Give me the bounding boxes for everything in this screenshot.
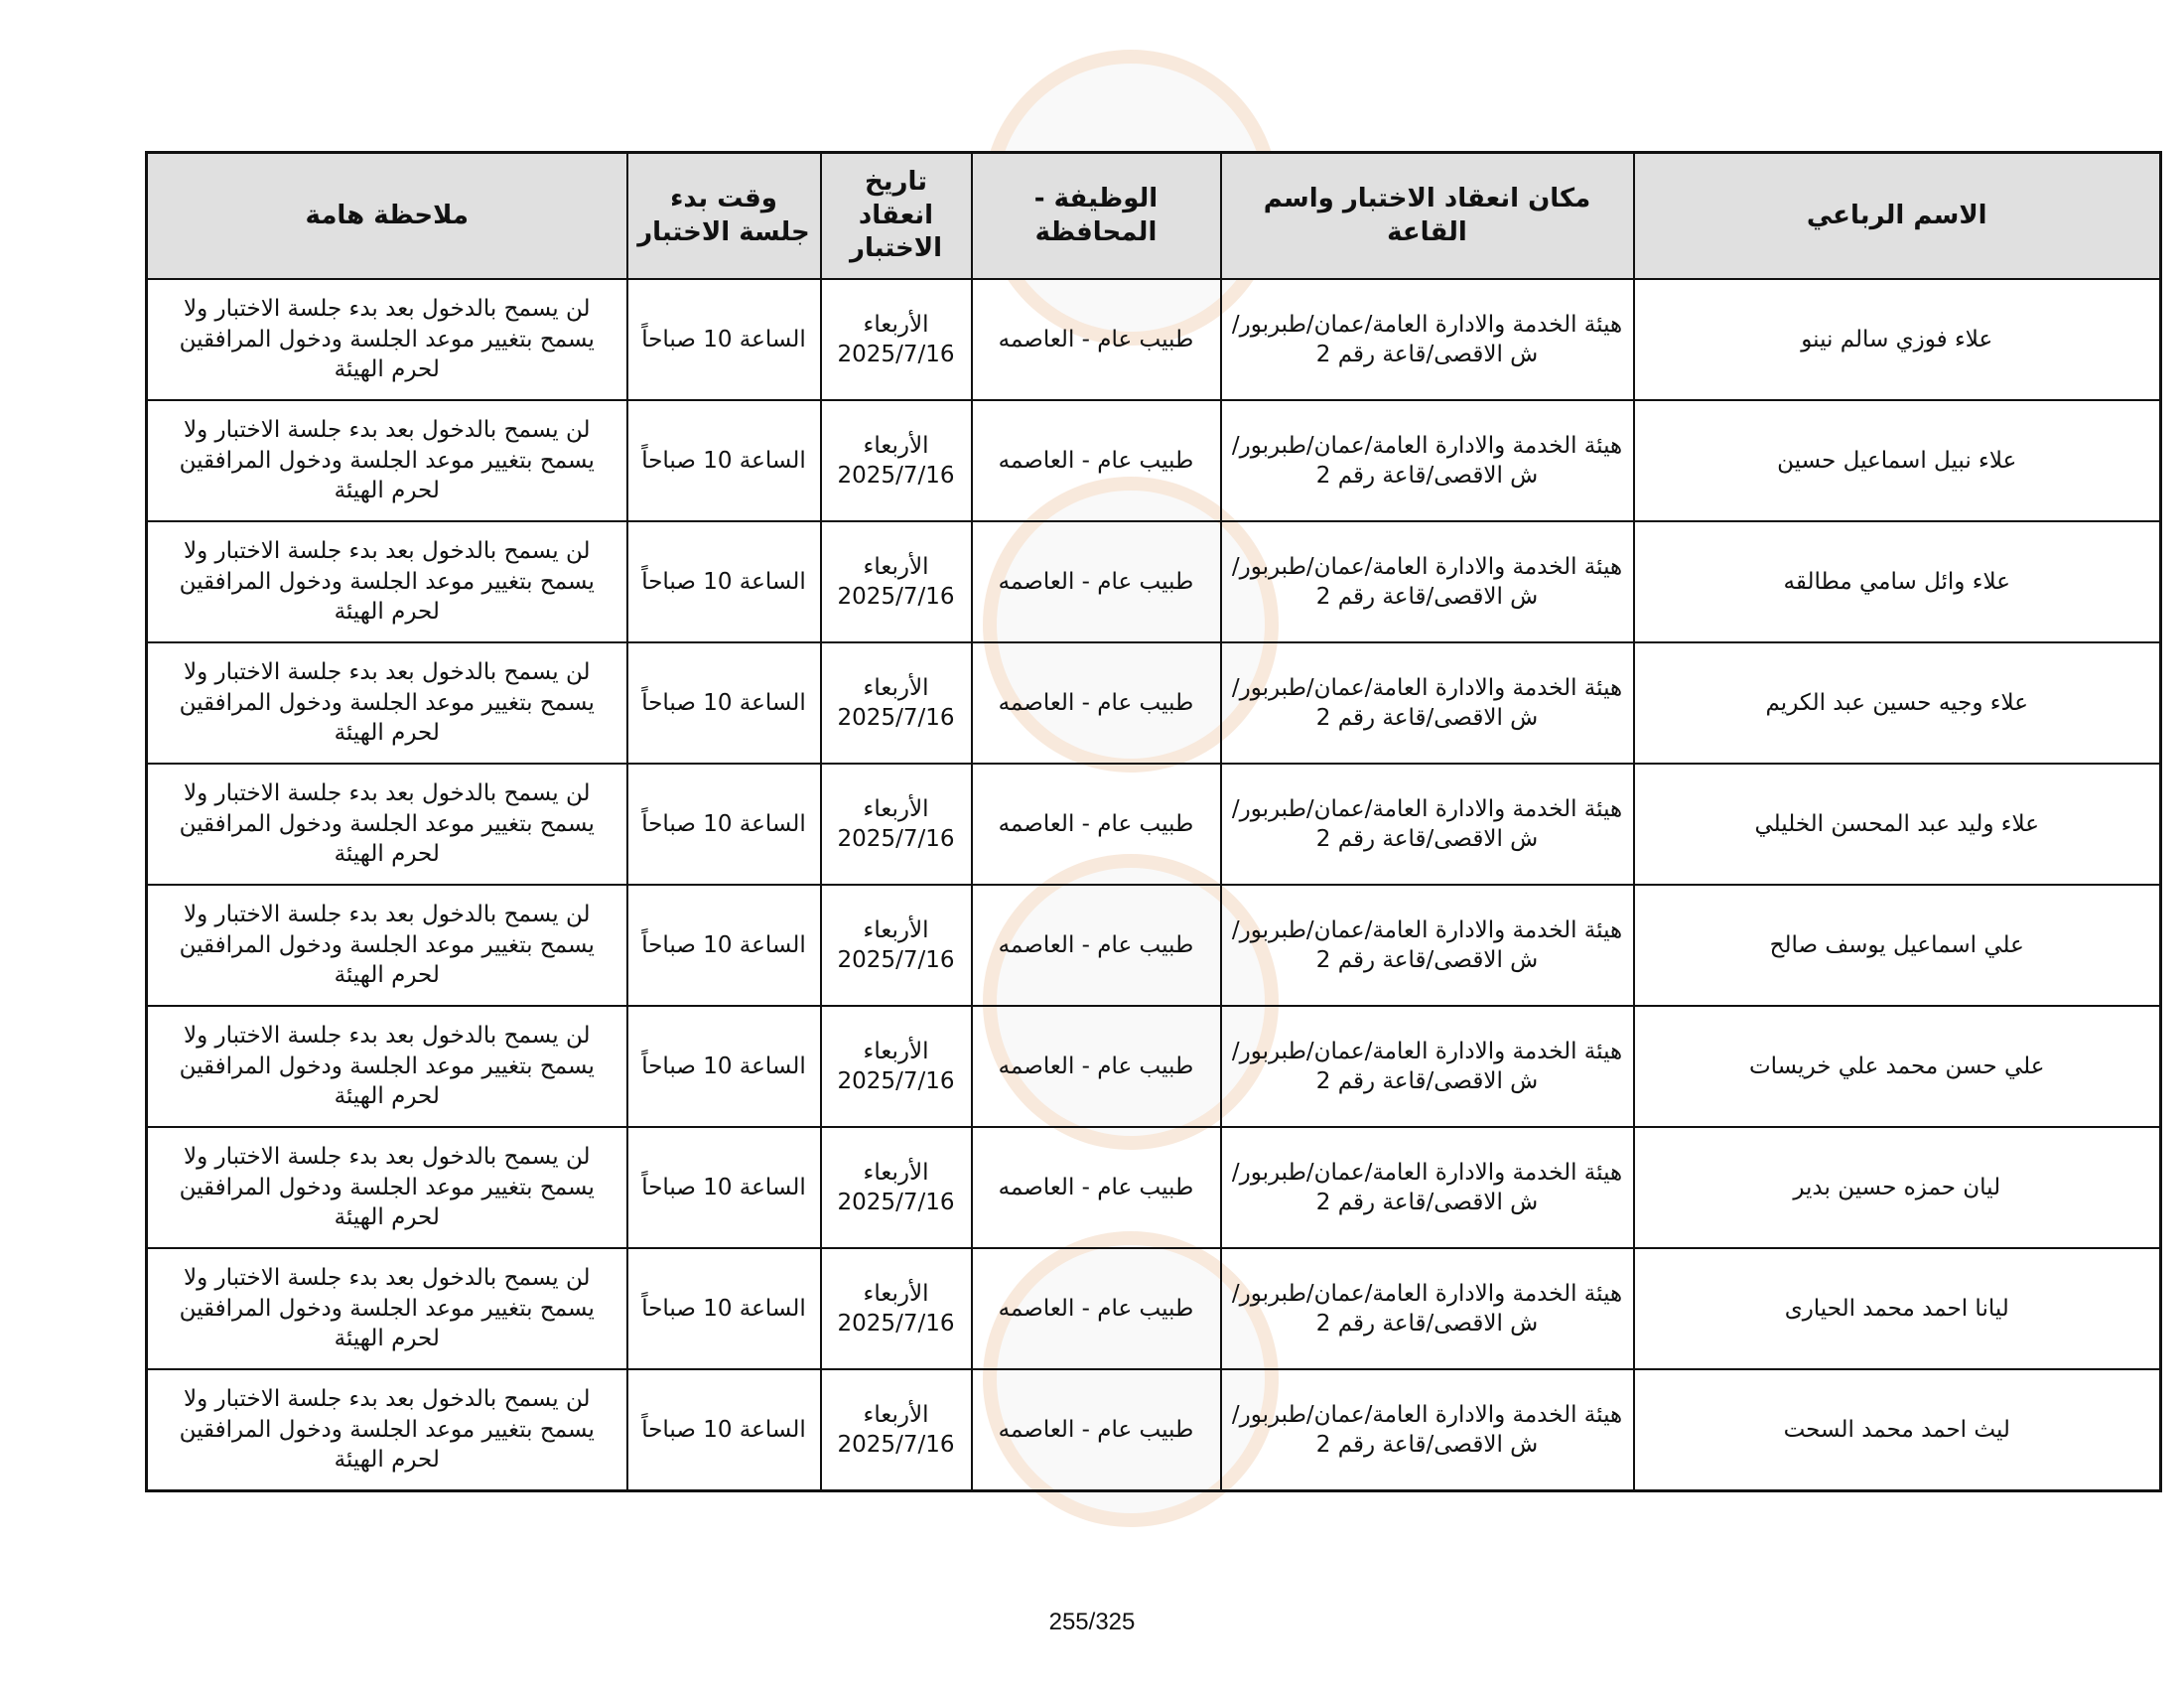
header-job: الوظيفة - المحافظة xyxy=(972,153,1221,280)
cell-time: الساعة 10 صباحاً xyxy=(627,279,821,400)
table-row xyxy=(147,642,2161,764)
cell-name: علاء فوزي سالم نينو xyxy=(1634,279,2161,400)
cell-job: طبيب عام - العاصمه xyxy=(972,1369,1221,1491)
cell-date: الأربعاء 2025/7/16 xyxy=(821,521,972,642)
cell-name: علاء وجيه حسين عبد الكريم xyxy=(1634,642,2161,764)
cell-job: طبيب عام - العاصمه xyxy=(972,521,1221,642)
header-date: تاريخ انعقاد الاختبار xyxy=(821,153,972,280)
cell-job: طبيب عام - العاصمه xyxy=(972,1006,1221,1127)
cell-time: الساعة 10 صباحاً xyxy=(627,642,821,764)
cell-job: طبيب عام - العاصمه xyxy=(972,400,1221,521)
cell-time: الساعة 10 صباحاً xyxy=(627,764,821,885)
cell-place: هيئة الخدمة والادارة العامة/عمان/طبربور/ش الاقصى/قاعة رقم 2 xyxy=(1221,764,1634,885)
cell-name: علاء وليد عبد المحسن الخليلي xyxy=(1634,764,2161,885)
table-row xyxy=(147,1127,2161,1248)
cell-time: الساعة 10 صباحاً xyxy=(627,885,821,1006)
table-row xyxy=(147,521,2161,642)
cell-name: علاء وائل سامي مطالقه xyxy=(1634,521,2161,642)
header-place: مكان انعقاد الاختبار واسم القاعة xyxy=(1221,153,1634,280)
cell-date: الأربعاء 2025/7/16 xyxy=(821,1248,972,1369)
table-row xyxy=(147,1369,2161,1491)
cell-note: لن يسمح بالدخول بعد بدء جلسة الاختبار ولا يسمح بتغيير موعد الجلسة ودخول المرافقين لحرم الهيئة xyxy=(147,521,627,642)
header-note: ملاحظة هامة xyxy=(147,153,627,280)
table-row xyxy=(147,1248,2161,1369)
cell-note: لن يسمح بالدخول بعد بدء جلسة الاختبار ولا يسمح بتغيير موعد الجلسة ودخول المرافقين لحرم الهيئة xyxy=(147,400,627,521)
cell-place: هيئة الخدمة والادارة العامة/عمان/طبربور/ش الاقصى/قاعة رقم 2 xyxy=(1221,400,1634,521)
cell-note: لن يسمح بالدخول بعد بدء جلسة الاختبار ولا يسمح بتغيير موعد الجلسة ودخول المرافقين لحرم الهيئة xyxy=(147,1369,627,1491)
cell-name: ليث احمد محمد السحت xyxy=(1634,1369,2161,1491)
page-number: 255/325 xyxy=(1048,1609,1136,1635)
cell-place: هيئة الخدمة والادارة العامة/عمان/طبربور/ش الاقصى/قاعة رقم 2 xyxy=(1221,1006,1634,1127)
cell-date: الأربعاء 2025/7/16 xyxy=(821,1127,972,1248)
cell-name: ليانا احمد محمد الحيارى xyxy=(1634,1248,2161,1369)
exam-schedule-table xyxy=(145,151,2162,1492)
cell-note: لن يسمح بالدخول بعد بدء جلسة الاختبار ولا يسمح بتغيير موعد الجلسة ودخول المرافقين لحرم الهيئة xyxy=(147,1006,627,1127)
table-row xyxy=(147,400,2161,521)
cell-place: هيئة الخدمة والادارة العامة/عمان/طبربور/ش الاقصى/قاعة رقم 2 xyxy=(1221,1127,1634,1248)
cell-date: الأربعاء 2025/7/16 xyxy=(821,279,972,400)
table-row xyxy=(147,885,2161,1006)
header-time: وقت بدء جلسة الاختبار xyxy=(627,153,821,280)
cell-place: هيئة الخدمة والادارة العامة/عمان/طبربور/ش الاقصى/قاعة رقم 2 xyxy=(1221,279,1634,400)
cell-time: الساعة 10 صباحاً xyxy=(627,521,821,642)
cell-job: طبيب عام - العاصمه xyxy=(972,885,1221,1006)
table-header-row xyxy=(147,153,2161,280)
cell-time: الساعة 10 صباحاً xyxy=(627,1248,821,1369)
cell-note: لن يسمح بالدخول بعد بدء جلسة الاختبار ولا يسمح بتغيير موعد الجلسة ودخول المرافقين لحرم الهيئة xyxy=(147,279,627,400)
cell-date: الأربعاء 2025/7/16 xyxy=(821,764,972,885)
cell-date: الأربعاء 2025/7/16 xyxy=(821,642,972,764)
cell-note: لن يسمح بالدخول بعد بدء جلسة الاختبار ولا يسمح بتغيير موعد الجلسة ودخول المرافقين لحرم الهيئة xyxy=(147,885,627,1006)
cell-date: الأربعاء 2025/7/16 xyxy=(821,400,972,521)
cell-job: طبيب عام - العاصمه xyxy=(972,642,1221,764)
cell-name: علي حسن محمد علي خريسات xyxy=(1634,1006,2161,1127)
cell-job: طبيب عام - العاصمه xyxy=(972,279,1221,400)
cell-job: طبيب عام - العاصمه xyxy=(972,1248,1221,1369)
table-row xyxy=(147,1006,2161,1127)
table-row xyxy=(147,764,2161,885)
cell-name: علي اسماعيل يوسف صالح xyxy=(1634,885,2161,1006)
cell-note: لن يسمح بالدخول بعد بدء جلسة الاختبار ولا يسمح بتغيير موعد الجلسة ودخول المرافقين لحرم الهيئة xyxy=(147,642,627,764)
cell-job: طبيب عام - العاصمه xyxy=(972,1127,1221,1248)
cell-place: هيئة الخدمة والادارة العامة/عمان/طبربور/ش الاقصى/قاعة رقم 2 xyxy=(1221,1248,1634,1369)
table-row xyxy=(147,279,2161,400)
cell-time: الساعة 10 صباحاً xyxy=(627,1006,821,1127)
header-name: الاسم الرباعي xyxy=(1634,153,2161,280)
cell-time: الساعة 10 صباحاً xyxy=(627,400,821,521)
cell-job: طبيب عام - العاصمه xyxy=(972,764,1221,885)
cell-note: لن يسمح بالدخول بعد بدء جلسة الاختبار ولا يسمح بتغيير موعد الجلسة ودخول المرافقين لحرم الهيئة xyxy=(147,1127,627,1248)
cell-place: هيئة الخدمة والادارة العامة/عمان/طبربور/ش الاقصى/قاعة رقم 2 xyxy=(1221,885,1634,1006)
cell-date: الأربعاء 2025/7/16 xyxy=(821,1006,972,1127)
cell-date: الأربعاء 2025/7/16 xyxy=(821,885,972,1006)
cell-name: ليان حمزه حسين بدير xyxy=(1634,1127,2161,1248)
cell-time: الساعة 10 صباحاً xyxy=(627,1127,821,1248)
cell-place: هيئة الخدمة والادارة العامة/عمان/طبربور/ش الاقصى/قاعة رقم 2 xyxy=(1221,642,1634,764)
cell-date: الأربعاء 2025/7/16 xyxy=(821,1369,972,1491)
cell-note: لن يسمح بالدخول بعد بدء جلسة الاختبار ولا يسمح بتغيير موعد الجلسة ودخول المرافقين لحرم الهيئة xyxy=(147,764,627,885)
cell-place: هيئة الخدمة والادارة العامة/عمان/طبربور/ش الاقصى/قاعة رقم 2 xyxy=(1221,1369,1634,1491)
cell-time: الساعة 10 صباحاً xyxy=(627,1369,821,1491)
cell-place: هيئة الخدمة والادارة العامة/عمان/طبربور/ش الاقصى/قاعة رقم 2 xyxy=(1221,521,1634,642)
cell-name: علاء نبيل اسماعيل حسين xyxy=(1634,400,2161,521)
cell-note: لن يسمح بالدخول بعد بدء جلسة الاختبار ولا يسمح بتغيير موعد الجلسة ودخول المرافقين لحرم الهيئة xyxy=(147,1248,627,1369)
